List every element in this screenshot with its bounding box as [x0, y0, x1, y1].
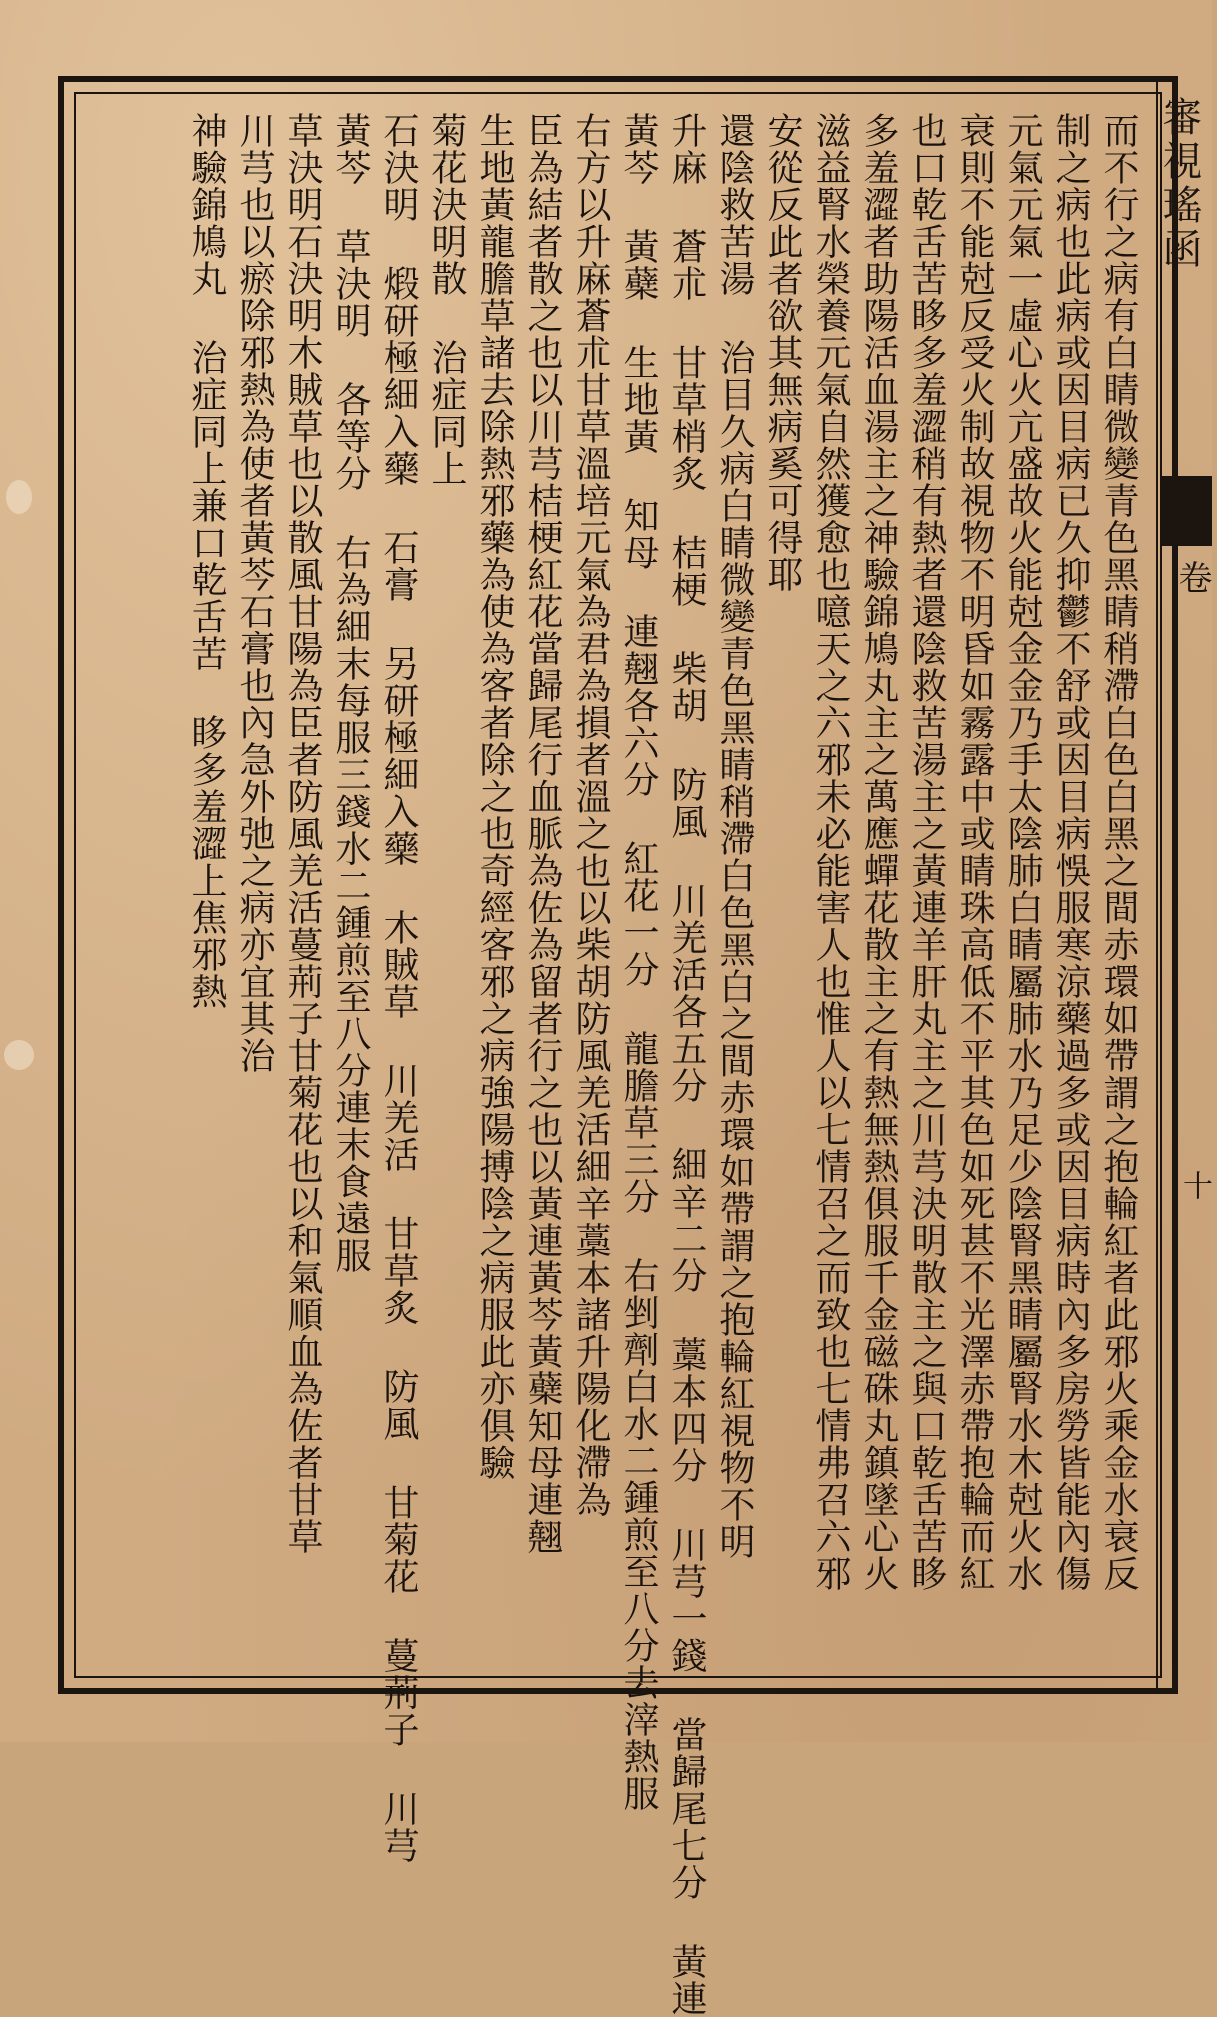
volume-label: 卷	[1172, 560, 1212, 594]
text-column: 衰則不能尅反受火制故視物不明昏如霧露中或睛珠高低不平其色如死甚不光澤赤帶抱輪而紅	[954, 112, 995, 1592]
prescription-title: 神驗錦鳩丸 治症同上兼口乾舌苦 眵多羞澀上焦邪熱	[186, 112, 227, 1010]
text-column: 滋益腎水榮養元氣自然獲愈也噫天之六邪未必能害人也惟人以七情召之而致也七情弗召六邪	[810, 112, 851, 1592]
text-column: 多羞澀者助陽活血湯主之神驗錦鳩丸主之萬應蟬花散主之有熱無熱俱服千金磁硃丸鎮墜心火	[858, 112, 899, 1592]
text-column: 臣為結者散之也以川芎桔梗紅花當歸尾行血脈為佐為留者行之也以黃連黃芩黃蘗知母連翹	[522, 112, 563, 1555]
text-column: 生地黃龍膽草諸去除熱邪藥為使為客者除之也奇經客邪之病強陽搏陰之病服此亦俱驗	[474, 112, 515, 1481]
text-column: 川芎也以瘀除邪熱為使者黃芩石膏也內急外弛之病亦宜其治	[234, 112, 275, 1074]
text-column: 也口乾舌苦眵多羞澀稍有熱者還陰救苦湯主之黃連羊肝丸主之川芎決明散主之與口乾舌苦眵	[906, 112, 947, 1592]
ingredient-column: 石決明 煅研極細入藥 石膏 另研極細入藥 木賊草 川羌活 甘草炙 防風 甘菊花 蔓荊子 川芎	[378, 112, 419, 1864]
text-column: 制之病也此病或因目病已久抑鬱不舒或因目病悞服寒涼藥過多或因目病時內多房勞皆能內傷	[1050, 112, 1091, 1592]
ingredient-column: 黃芩 黃蘗 生地黃 知母 連翹各六分 紅花一分 龍膽草三分 右剉劑白水二鍾煎至八分去滓熱服	[618, 112, 659, 1812]
text-column: 右方以升麻蒼朮甘草溫培元氣為君為損者溫之也以柴胡防風羌活細辛藁本諸升陽化滯為	[570, 112, 611, 1518]
text-column: 而不行之病有白睛微變青色黑睛稍滯白色白黑之間赤環如帶謂之抱輪紅者此邪火乘金水衰反	[1098, 112, 1139, 1592]
ingredient-column: 升麻 蒼朮 甘草梢炙 桔梗 柴胡 防風 川羌活各五分 細辛二分 藁本四分 川芎一錢 當歸尾七分 黃連	[666, 112, 707, 2017]
text-column: 草決明石決明木賊草也以散風甘陽為臣者防風羌活蔓荊子甘菊花也以和氣順血為佐者甘草	[282, 112, 323, 1555]
text-column: 元氣元氣一虛心火亢盛故火能尅金金乃手太陰肺白睛屬肺水乃足少陰腎黑睛屬腎水木尅火水	[1002, 112, 1043, 1592]
prescription-title: 還陰救苦湯 治目久病白睛微變青色黑睛稍滯白色黑白之間赤環如帶謂之抱輪紅視物不明	[714, 112, 755, 1560]
prescription-title: 菊花決明散 治症同上	[426, 112, 467, 487]
fish-tail-mark	[1160, 476, 1212, 546]
paper-stain	[4, 1040, 34, 1070]
page-number: 十	[1177, 1170, 1212, 1200]
paper-stain	[6, 480, 32, 514]
page-gutter	[1156, 78, 1178, 1692]
ingredient-column: 黃芩 草決明 各等分 右為細末每服三錢水二鍾煎至八分連末食遠服	[330, 112, 371, 1274]
text-column: 安從反此者欲其無病奚可得耶	[762, 112, 803, 593]
book-title: 審視瑤函	[1156, 96, 1202, 272]
